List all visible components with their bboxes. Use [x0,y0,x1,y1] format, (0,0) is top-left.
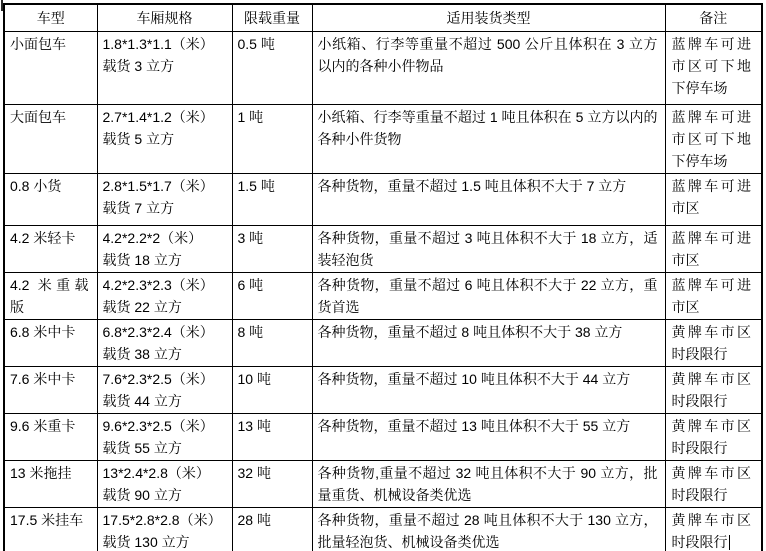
remark-cell[interactable] [665,320,762,367]
spec-dimensions: 4.2*2.3*2.3（米） [102,277,214,293]
table-row [4,320,762,367]
cargo-type-cell[interactable]: 各种货物,重量不超过 32 吨且体积不大于 90 立方，批量重货、机械设备类优选 [312,461,665,508]
remark-text: 蓝牌车可进市区可下地下停车场 [671,109,751,169]
remark-text: 蓝牌车可进市区 [671,277,751,315]
spec-dimensions: 7.6*2.3*2.5（米） [102,371,214,387]
vehicle-type-cell[interactable]: 4.2 米轻卡 [4,226,97,273]
spec-volume: 载货 90 立方 [102,487,182,503]
vehicle-type-cell[interactable]: 4.2 米重载版 [4,273,97,320]
spec-cell[interactable] [97,461,232,508]
header-weight-limit[interactable]: 限载重量 [232,4,312,32]
table-row [4,226,762,273]
vehicle-type-cell[interactable]: 17.5 米挂车 [4,508,97,551]
remark-text: 黄牌车市区时段限行 [671,512,751,550]
weight-limit-cell[interactable]: 0.5 吨 [232,32,312,105]
spec-dimensions: 4.2*2.2*2（米） [102,230,203,246]
cargo-type-cell[interactable]: 小纸箱、行李等重量不超过 1 吨且体积在 5 立方以内的各种小件货物 [312,105,665,174]
vehicle-spec-table [3,3,763,551]
table-row [4,105,762,174]
cargo-type-cell[interactable]: 各种货物，重量不超过 6 吨且体积不大于 22 立方，重货首选 [312,273,665,320]
weight-limit-cell[interactable]: 1 吨 [232,105,312,174]
remark-cell[interactable] [665,461,762,508]
spec-cell[interactable] [97,226,232,273]
cargo-type-cell[interactable]: 各种货物，重量不超过 3 吨且体积不大于 18 立方，适装轻泡货 [312,226,665,273]
remark-cell[interactable] [665,226,762,273]
remark-text: 黄牌车市区时段限行 [671,418,751,456]
remark-text: 黄牌车市区时段限行 [671,465,751,503]
remark-text: 黄牌车市区时段限行 [671,371,751,409]
table-row [4,367,762,414]
weight-limit-cell[interactable]: 6 吨 [232,273,312,320]
spec-volume: 载货 18 立方 [102,252,182,268]
cargo-type-cell[interactable]: 各种货物，重量不超过 1.5 吨且体积不大于 7 立方 [312,174,665,226]
header-vehicle-type[interactable]: 车型 [4,4,97,32]
table-row [4,273,762,320]
remark-text: 蓝牌车可进市区 [671,230,751,268]
vehicle-type-cell[interactable]: 6.8 米中卡 [4,320,97,367]
weight-limit-cell[interactable]: 3 吨 [232,226,312,273]
table-row [4,174,762,226]
vehicle-type-cell[interactable]: 13 米拖挂 [4,461,97,508]
table-row [4,461,762,508]
spec-dimensions: 2.8*1.5*1.7（米） [102,178,214,194]
spec-dimensions: 6.8*2.3*2.4（米） [102,324,214,340]
spec-dimensions: 13*2.4*2.8（米） [102,465,210,481]
weight-limit-cell[interactable]: 32 吨 [232,461,312,508]
header-remark[interactable]: 备注 [665,4,762,32]
remark-text: 蓝牌车可进市区 [671,178,751,216]
vehicle-type-cell[interactable]: 9.6 米重卡 [4,414,97,461]
spec-cell[interactable] [97,367,232,414]
spec-volume: 载货 22 立方 [102,299,182,315]
spec-cell[interactable] [97,273,232,320]
spec-volume: 载货 55 立方 [102,440,182,456]
weight-limit-cell[interactable]: 28 吨 [232,508,312,551]
remark-cell[interactable] [665,367,762,414]
vehicle-type-cell[interactable]: 0.8 小货 [4,174,97,226]
spec-volume: 载货 44 立方 [102,393,182,409]
spec-volume: 载货 5 立方 [102,131,175,147]
cargo-type-cell[interactable]: 各种货物，重量不超过 13 吨且体积不大于 55 立方 [312,414,665,461]
remark-cell[interactable] [665,273,762,320]
spec-cell[interactable] [97,508,232,551]
remark-text: 蓝牌车可进市区可下地下停车场 [671,36,751,96]
remark-cell[interactable] [665,105,762,174]
remark-text: 黄牌车市区时段限行 [671,324,751,362]
table-row [4,414,762,461]
weight-limit-cell[interactable]: 1.5 吨 [232,174,312,226]
remark-cell[interactable] [665,414,762,461]
vehicle-type-cell[interactable]: 大面包车 [4,105,97,174]
spec-cell[interactable] [97,414,232,461]
weight-limit-cell[interactable]: 10 吨 [232,367,312,414]
spec-cell[interactable] [97,32,232,105]
cargo-type-cell[interactable]: 各种货物，重量不超过 10 吨且体积不大于 44 立方 [312,367,665,414]
spec-volume: 载货 130 立方 [102,534,190,550]
remark-cell[interactable] [665,32,762,105]
cargo-type-cell[interactable]: 小纸箱、行李等重量不超过 500 公斤且体积在 3 立方以内的各种小件物品 [312,32,665,105]
table-row [4,508,762,551]
spec-dimensions: 2.7*1.4*1.2（米） [102,109,214,125]
vehicle-type-cell[interactable]: 小面包车 [4,32,97,105]
remark-cell[interactable] [665,508,762,551]
spec-cell[interactable] [97,105,232,174]
vehicle-type-cell[interactable]: 7.6 米中卡 [4,367,97,414]
table-row [4,32,762,105]
spec-volume: 载货 7 立方 [102,200,175,216]
spec-volume: 载货 38 立方 [102,346,182,362]
spec-cell[interactable] [97,320,232,367]
spec-cell[interactable] [97,174,232,226]
spec-dimensions: 17.5*2.8*2.8（米） [102,512,222,528]
header-spec[interactable]: 车厢规格 [97,4,232,32]
cargo-type-cell[interactable]: 各种货物，重量不超过 28 吨且体积不大于 130 立方，批量轻泡货、机械设备类优选 [312,508,665,551]
cargo-type-cell[interactable]: 各种货物，重量不超过 8 吨且体积不大于 38 立方 [312,320,665,367]
spec-volume: 载货 3 立方 [102,58,175,74]
header-cargo-type[interactable]: 适用装货类型 [312,4,665,32]
weight-limit-cell[interactable]: 13 吨 [232,414,312,461]
weight-limit-cell[interactable]: 8 吨 [232,320,312,367]
spec-dimensions: 1.8*1.3*1.1（米） [102,36,214,52]
text-cursor [729,535,731,550]
spec-dimensions: 9.6*2.3*2.5（米） [102,418,214,434]
header-row [4,4,762,32]
remark-cell[interactable] [665,174,762,226]
